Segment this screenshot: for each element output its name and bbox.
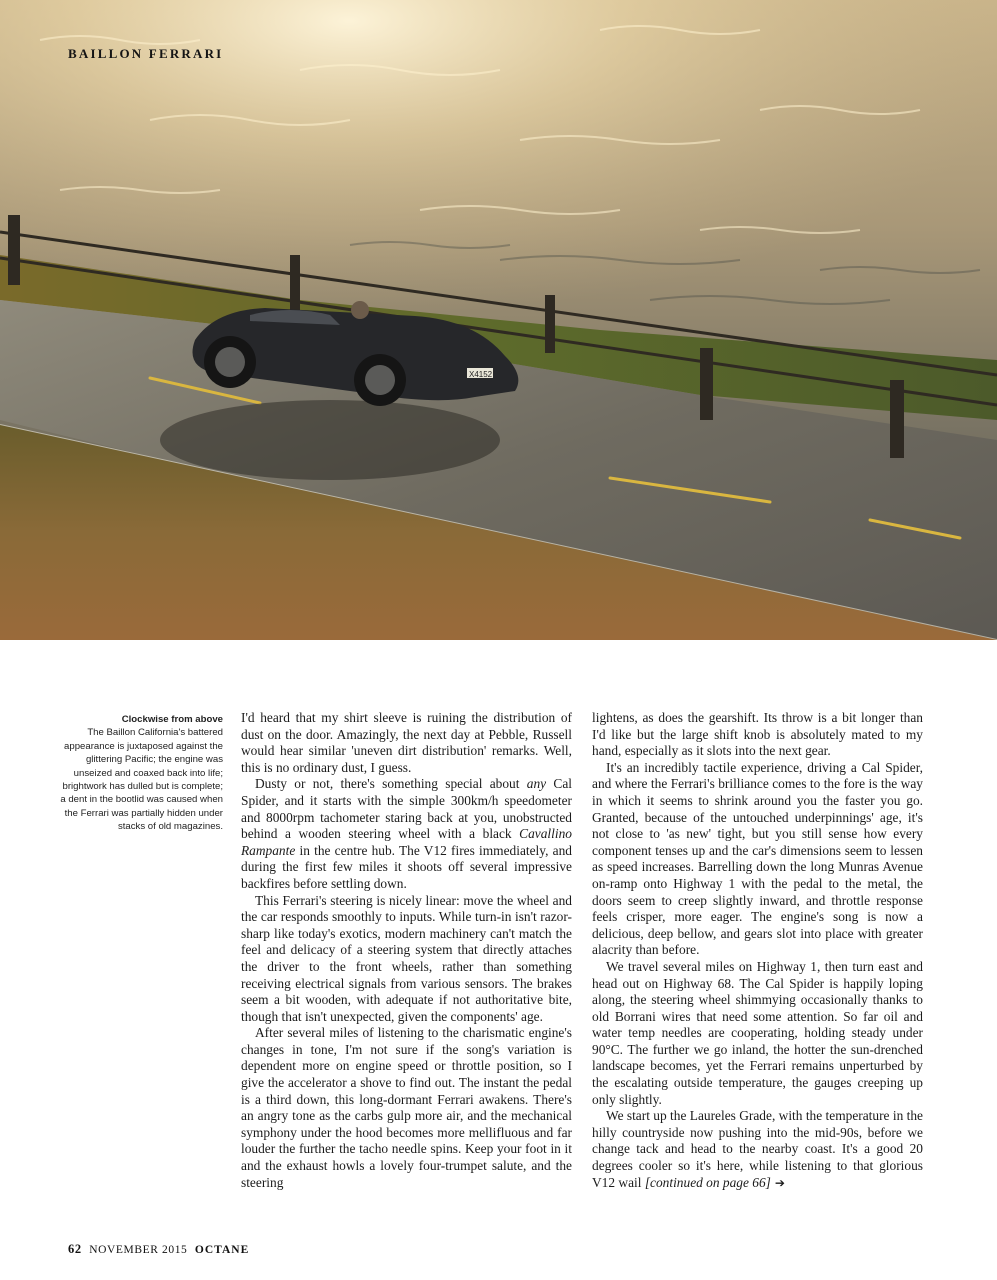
paragraph: Dusty or not, there's something special about any Cal Spider, and it starts with the simple 300km/h speedometer and 8000rpm tachometer staring back at you, unobstructed behind a wooden steering wheel with a black Cavallino Rampante in the centre hub. The V12 fires immediately, and during the first few miles it shoots off several impressive backfires before settling down. [241,776,572,891]
continued-link[interactable]: [continued on page 66] [644,1174,771,1190]
paragraph: We travel several miles on Highway 1, then turn east and head out on Highway 68. The Cal Spider is happily loping along, the steering wheel shimmying occasionally thanks to old Borrani wires that need some attention. So far oil and water temp needles are cooperating, holding steady under 90°C. The further we go inland, the hotter the sun-drenched landscape becomes, yet the Ferrari remains unperturbed by the escalating outside temperature, the gauges creeping up only slightly. [592,958,923,1107]
paragraph: We start up the Laureles Grade, with the temperature in the hilly countryside now pushing into the mid-90s, before we change tack and head to the nearby coast. It's a good 20 degrees cooler so it's here, while listening to that glorious V12 wail [continued on page 66] ➔ [592,1108,923,1190]
caption-body: The Baillon California's battered appearance is juxtaposed against the glittering Pacific; the engine was unseized and coaxed back into life; brightwork has dulled but is complete; a dent in the bootlid was caused when the Ferrari was partially hidden under stacks of old magazines. [60,727,223,833]
article-column-2 [592,710,923,1191]
article-column-1 [241,710,572,1191]
license-plate: X4152 [469,370,493,379]
paragraph: After several miles of listening to the charismatic engine's changes in tone, I'm not sure if the song's variation is dependent more on engine speed or throttle position, so I give the accelerator a shove to find out. The instant the pedal is a third down, this long-dormant Ferrari awakens. There's an angry tone as the carbs gulp more air, and the mechanical symphony under the hood becomes more mellifluous and far louder the further the tacho needle spins. Keep your foot in it and the exhaust howls a lovely four-trumpet salute, and the steering [241,1025,572,1190]
paragraph: This Ferrari's steering is nicely linear: move the wheel and the car responds smoothly to inputs. While turn-in isn't razor-sharp like today's exotics, modern machinery can't match the feel and delicacy of a steering system that directly attaches the driver to the front wheels, rather than something receiving electrical signals from various sensors. The brakes seem a bit wooden, with adequate if not authoritative bite, though that isn't unexpected, given the components' age. [241,892,572,1024]
magazine-name: OCTANE [194,1244,250,1256]
photo-caption [58,713,223,834]
issue-date: NOVEMBER 2015 [89,1244,188,1256]
arrow-right-icon: ➔ [774,1175,785,1190]
page-number: 62 [68,1242,82,1256]
paragraph: lightens, as does the gearshift. Its throw is a bit longer than I'd like but the large shift knob is absolutely mated to my hand, especially as it slots into the next gear. [592,710,923,759]
caption-heading: Clockwise from above [121,714,223,725]
page-footer [68,1242,249,1257]
paragraph: It's an incredibly tactile experience, driving a Cal Spider, and where the Ferrari's brilliance comes to the fore is the way in which it seems to shrink around you the faster you go. Granted, because of the untouched underpinnings' age, it's not close to 'as new' tight, but you still sense how every component tenses up and the car's dimensions seem to lessen as speed increases. Barrelling down the long Munras Avenue on-ramp onto Highway 1 with the pedal to the metal, the doors seem to creep slightly inward, and throttle response feels crisper, more eager. The engine's song is now a delicious, deep bellow, and gears slot into place with greater alacrity than before. [592,759,923,958]
paragraph: I'd heard that my shirt sleeve is ruining the distribution of dust on the door. Amazingly, the next day at Pebble, Russell would hear similar 'uneven dirt distribution' remarks. Well, this is no ordinary dust, I guess. [241,710,572,775]
section-title: BAILLON FERRARI [68,46,224,61]
